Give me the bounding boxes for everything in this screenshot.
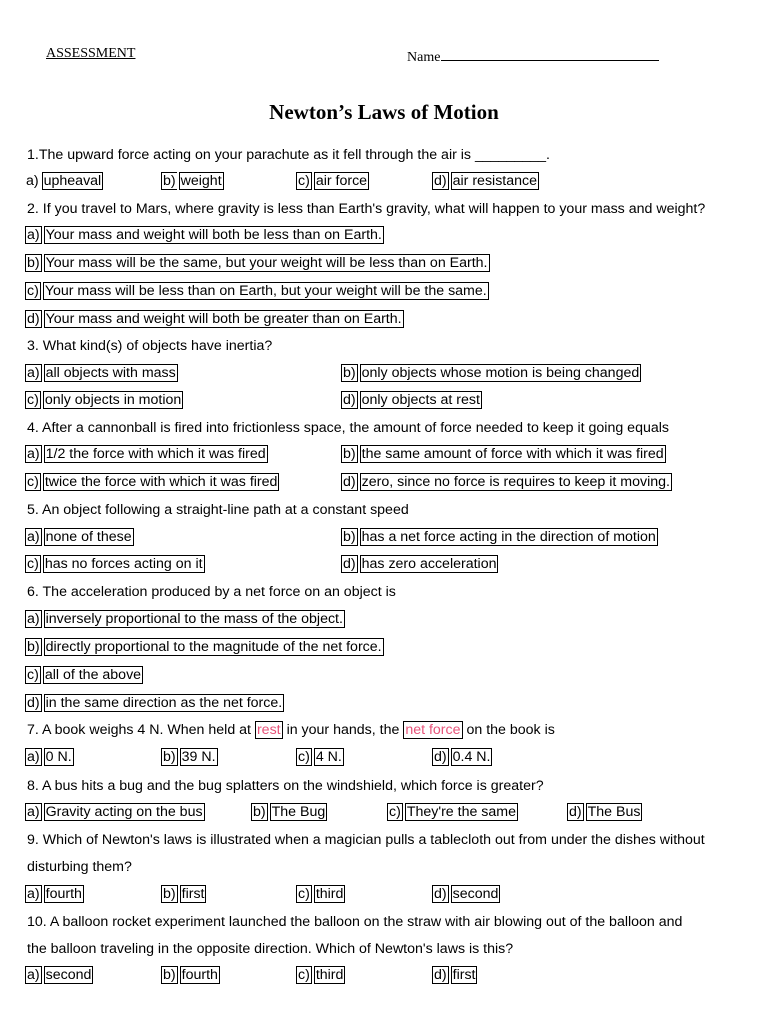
q5-option-b[interactable] [341,528,658,546]
option-label: c) [27,283,39,299]
q4-option-b[interactable] [341,445,666,463]
option-label: d) [343,556,356,572]
option-label: b) [163,967,176,983]
q9-option-c[interactable] [296,885,345,903]
assessment-heading: ASSESSMENT [46,46,136,61]
option-label: d) [27,311,40,327]
q10-option-c[interactable] [296,966,345,984]
option-label: b) [163,173,176,189]
q2-option-c[interactable] [25,282,489,300]
option-text: directly proportional to the magnitude of the net force. [45,639,382,655]
option-text: They're the same [406,804,516,820]
q10-option-a[interactable] [25,966,93,984]
option-label: b) [27,639,40,655]
option-label: b) [343,529,356,545]
question-7-text-1: 7. A book weighs 4 N. When held at [27,722,251,738]
option-text: only objects at rest [361,392,480,408]
option-label: c) [27,474,39,490]
option-text: weight [180,173,222,189]
option-text: has zero acceleration [361,556,497,572]
question-9-line-2: disturbing them? [27,859,132,875]
option-label: d) [27,695,40,711]
option-text: has a net force acting in the direction of motion [361,529,656,545]
option-text: Gravity acting on the bus [45,804,203,820]
option-label: b) [163,886,176,902]
q6-option-c[interactable] [25,666,143,684]
option-label: c) [27,392,39,408]
option-text: 0 N. [45,749,72,765]
option-text: Your mass will be the same, but your weight will be less than on Earth. [45,255,488,271]
q2-option-a[interactable] [25,226,384,244]
option-text: the same amount of force with which it was fired [361,446,664,462]
option-label: d) [434,749,447,765]
q10-option-d[interactable] [432,966,477,984]
option-text: first [181,886,205,902]
q8-option-d[interactable] [567,803,642,821]
option-text: has no forces acting on it [44,556,203,572]
q1-option-d[interactable] [432,172,539,190]
option-text: 39 N. [181,749,216,765]
option-label: b) [343,446,356,462]
option-text: fourth [45,886,82,902]
q3-option-b[interactable] [341,364,641,382]
q3-option-d[interactable] [341,391,482,409]
question-9-line-1: 9. Which of Newton's laws is illustrated when a magician pulls a tablecloth out from under the dishes without [27,832,705,848]
option-text: third [315,886,344,902]
question-7 [27,720,555,740]
option-label: d) [434,173,447,189]
option-label: a) [27,446,40,462]
option-label: b) [253,804,266,820]
name-field[interactable] [407,46,659,66]
q2-option-d[interactable] [25,310,404,328]
page-title: Newton’s Laws of Motion [269,100,499,124]
name-blank-line[interactable] [441,46,659,61]
option-label: d) [569,804,582,820]
option-label: c) [298,173,310,189]
option-text: zero, since no force is requires to keep it moving. [361,474,670,490]
option-label: a) [27,749,40,765]
option-label: d) [343,474,356,490]
option-label: a) [27,886,40,902]
q3-option-a[interactable] [25,364,178,382]
option-label: b) [27,255,40,271]
option-label: a) [27,227,40,243]
option-text: all of the above [44,667,142,683]
q5-option-a[interactable] [25,528,134,546]
q1-option-c[interactable] [296,172,369,190]
q7-option-a[interactable] [25,748,74,766]
question-10-line-2: the balloon traveling in the opposite direction. Which of Newton's laws is this? [27,941,514,957]
option-text: 0.4 N. [452,749,491,765]
option-label: c) [27,556,39,572]
option-text: inversely proportional to the mass of the object. [45,611,343,627]
option-label: d) [343,392,356,408]
q8-option-b[interactable] [251,803,327,821]
q9-option-a[interactable] [25,885,84,903]
q10-option-b[interactable] [161,966,220,984]
q6-option-b[interactable] [25,638,384,656]
q8-option-c[interactable] [387,803,518,821]
option-label: d) [434,886,447,902]
q1-option-a[interactable] [25,172,103,190]
q7-option-c[interactable] [296,748,344,766]
q6-option-a[interactable] [25,610,345,628]
option-text: all objects with mass [45,365,176,381]
q2-option-b[interactable] [25,254,490,272]
question-7-text-2: in your hands, the [286,722,400,738]
option-text: second [452,886,499,902]
question-4: 4. After a cannonball is fired into frictionless space, the amount of force needed to keep it going equals [27,420,669,436]
q7-option-d[interactable] [432,748,492,766]
question-5: 5. An object following a straight-line path at a constant speed [27,502,409,518]
q9-option-d[interactable] [432,885,500,903]
question-8: 8. A bus hits a bug and the bug splatters on the windshield, which force is greater? [27,778,544,794]
q4-option-a[interactable] [25,445,268,463]
option-label: c) [389,804,401,820]
option-label: a) [27,365,40,381]
option-text: twice the force with which it was fired [44,474,278,490]
option-text: second [45,967,92,983]
option-text: 4 N. [315,749,342,765]
q9-option-b[interactable] [161,885,206,903]
q5-option-c[interactable] [25,555,205,573]
q3-option-c[interactable] [25,391,183,409]
option-text: air force [315,173,368,189]
option-text: in the same direction as the net force. [45,695,283,711]
question-6: 6. The acceleration produced by a net force on an object is [27,584,396,600]
option-label: c) [298,886,310,902]
option-label: c) [27,667,39,683]
option-text: 1/2 the force with which it was fired [45,446,266,462]
option-text: Your mass and weight will both be greater than on Earth. [45,311,402,327]
option-label: a) [27,804,40,820]
option-text: none of these [45,529,132,545]
name-label: Name [407,50,441,65]
question-2: 2. If you travel to Mars, where gravity is less than Earth's gravity, what will happen to your mass and weight? [27,201,706,217]
question-3: 3. What kind(s) of objects have inertia? [27,338,273,354]
option-text: only objects in motion [44,392,182,408]
q5-option-d[interactable] [341,555,498,573]
option-text: third [315,967,344,983]
option-label: a) [27,967,40,983]
option-label: b) [343,365,356,381]
q8-option-a[interactable] [25,803,205,821]
q4-option-d[interactable] [341,473,672,491]
highlight-net-force: net force [405,722,461,738]
option-label: b) [163,749,176,765]
q7-option-b[interactable] [161,748,218,766]
q6-option-d[interactable] [25,694,284,712]
option-text: Your mass will be less than on Earth, but your weight will be the same. [44,283,487,299]
q4-option-c[interactable] [25,473,279,491]
option-label: a) [27,611,40,627]
option-text: only objects whose motion is being changed [361,365,640,381]
option-label: c) [298,967,310,983]
option-label: d) [434,967,447,983]
option-text: upheaval [43,173,102,189]
option-text: The Bug [271,804,326,820]
option-label: a) [26,173,39,189]
question-1: 1.The upward force acting on your parachute as it fell through the air is _________. [27,147,550,163]
option-text: fourth [181,967,218,983]
option-label: a) [27,529,40,545]
highlight-rest: rest [256,722,281,738]
option-text: first [452,967,476,983]
question-10-line-1: 10. A balloon rocket experiment launched the balloon on the straw with air blowing out of the balloon and [27,914,683,930]
option-text: Your mass and weight will both be less than on Earth. [45,227,382,243]
option-text: air resistance [452,173,537,189]
question-7-text-3: on the book is [466,722,555,738]
option-text: The Bus [587,804,641,820]
q1-option-b[interactable] [161,172,224,190]
option-label: c) [298,749,310,765]
